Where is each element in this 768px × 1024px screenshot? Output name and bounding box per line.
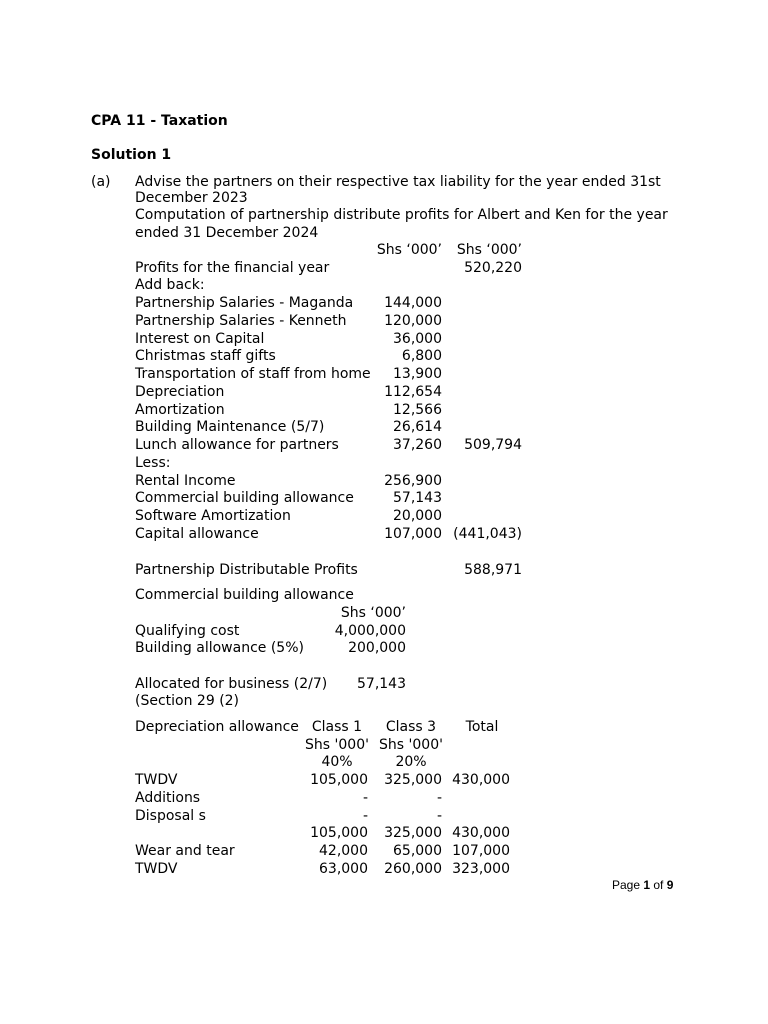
row-label: Christmas staff gifts [135,348,276,364]
depr-heading: Depreciation allowance [135,719,299,735]
value-class-1: 105,000 [310,772,368,788]
value-class-3: - [436,808,442,824]
row-label: Wear and tear [135,843,235,859]
col-header-class-1: Class 1 [311,719,363,735]
page-current: 1 [643,878,651,892]
row-label: TWDV [135,861,178,877]
row-label: Capital allowance [135,526,259,542]
page-number [612,877,673,894]
row-label: Qualifying cost [135,623,240,639]
row-label: TWDV [135,772,178,788]
value-total: 430,000 [452,825,510,841]
row-label: Interest on Capital [135,331,265,347]
value-class-1: - [362,808,368,824]
cba-col-header: Shs ‘000’ [340,605,406,621]
row-value-1: 26,614 [393,419,442,435]
col-header-shs-2: Shs ‘000’ [456,242,522,258]
value-class-1: 42,000 [319,843,368,859]
unit-class-3: Shs '000' [379,737,443,753]
question-line: December 2023 [135,190,248,206]
value-class-3: 65,000 [393,843,442,859]
row-value-2: (441,043) [453,526,522,542]
row-value-1: 6,800 [401,348,442,364]
col-header-total: Total [465,719,499,735]
unit-class-1: Shs '000' [305,737,369,753]
computation-heading: ended 31 December 2024 [135,225,319,241]
row-label: Less: [135,455,171,471]
part-label: (a) [91,174,111,190]
row-label: Transportation of staff from home [135,366,371,382]
distributable-value: 588,971 [464,562,522,578]
row-value-1: 120,000 [384,313,442,329]
row-value-1: 13,900 [393,366,442,382]
value-class-3: 325,000 [384,825,442,841]
page-prefix: Page [612,878,644,892]
row-value-1: 107,000 [384,526,442,542]
value-total: 107,000 [452,843,510,859]
row-label: Building Maintenance (5/7) [135,419,325,435]
value-class-1: 105,000 [310,825,368,841]
row-value-2: 520,220 [464,260,522,276]
cba-heading: Commercial building allowance [135,587,354,603]
row-label: Software Amortization [135,508,291,524]
row-value-2: 509,794 [464,437,522,453]
row-value-1: 12,566 [393,402,442,418]
row-label: Partnership Salaries - Maganda [135,295,354,311]
row-value-1: 37,260 [393,437,442,453]
row-label: Profits for the financial year [135,260,330,276]
solution-heading: Solution 1 [91,147,172,163]
row-label: Add back: [135,277,205,293]
value-class-1: 63,000 [319,861,368,877]
row-label: Depreciation [135,384,225,400]
row-label: Commercial building allowance [135,490,354,506]
row-value: 200,000 [348,640,406,656]
row-label: Disposal s [135,808,206,824]
value-class-3: 260,000 [384,861,442,877]
allocated-label: Allocated for business (2/7) [135,676,328,692]
value-class-1: - [362,790,368,806]
row-label: Amortization [135,402,225,418]
value-class-3: - [436,790,442,806]
distributable-label: Partnership Distributable Profits [135,562,358,578]
row-value-1: 112,654 [384,384,442,400]
rate-class-3: 20% [395,754,427,770]
row-label: Additions [135,790,201,806]
row-value-1: 36,000 [393,331,442,347]
row-value-1: 144,000 [384,295,442,311]
row-label: Partnership Salaries - Kenneth [135,313,347,329]
page-of: of [650,878,667,892]
row-label: Building allowance (5%) [135,640,304,656]
computation-heading: Computation of partnership distribute profits for Albert and Ken for the year [135,207,668,223]
col-header-shs-1: Shs ‘000’ [376,242,442,258]
document-title: CPA 11 - Taxation [91,113,228,129]
section-reference: (Section 29 (2) [135,693,240,709]
row-label: Lunch allowance for partners [135,437,339,453]
col-header-class-3: Class 3 [385,719,437,735]
row-value-1: 256,900 [384,473,442,489]
value-total: 430,000 [452,772,510,788]
rate-class-1: 40% [321,754,353,770]
value-total: 323,000 [452,861,510,877]
row-value-1: 57,143 [393,490,442,506]
row-value-1: 20,000 [393,508,442,524]
row-value: 4,000,000 [334,623,406,639]
value-class-3: 325,000 [384,772,442,788]
row-label: Rental Income [135,473,236,489]
page-total: 9 [666,878,674,892]
allocated-value: 57,143 [357,676,406,692]
question-line: Advise the partners on their respective tax liability for the year ended 31st [135,174,661,190]
